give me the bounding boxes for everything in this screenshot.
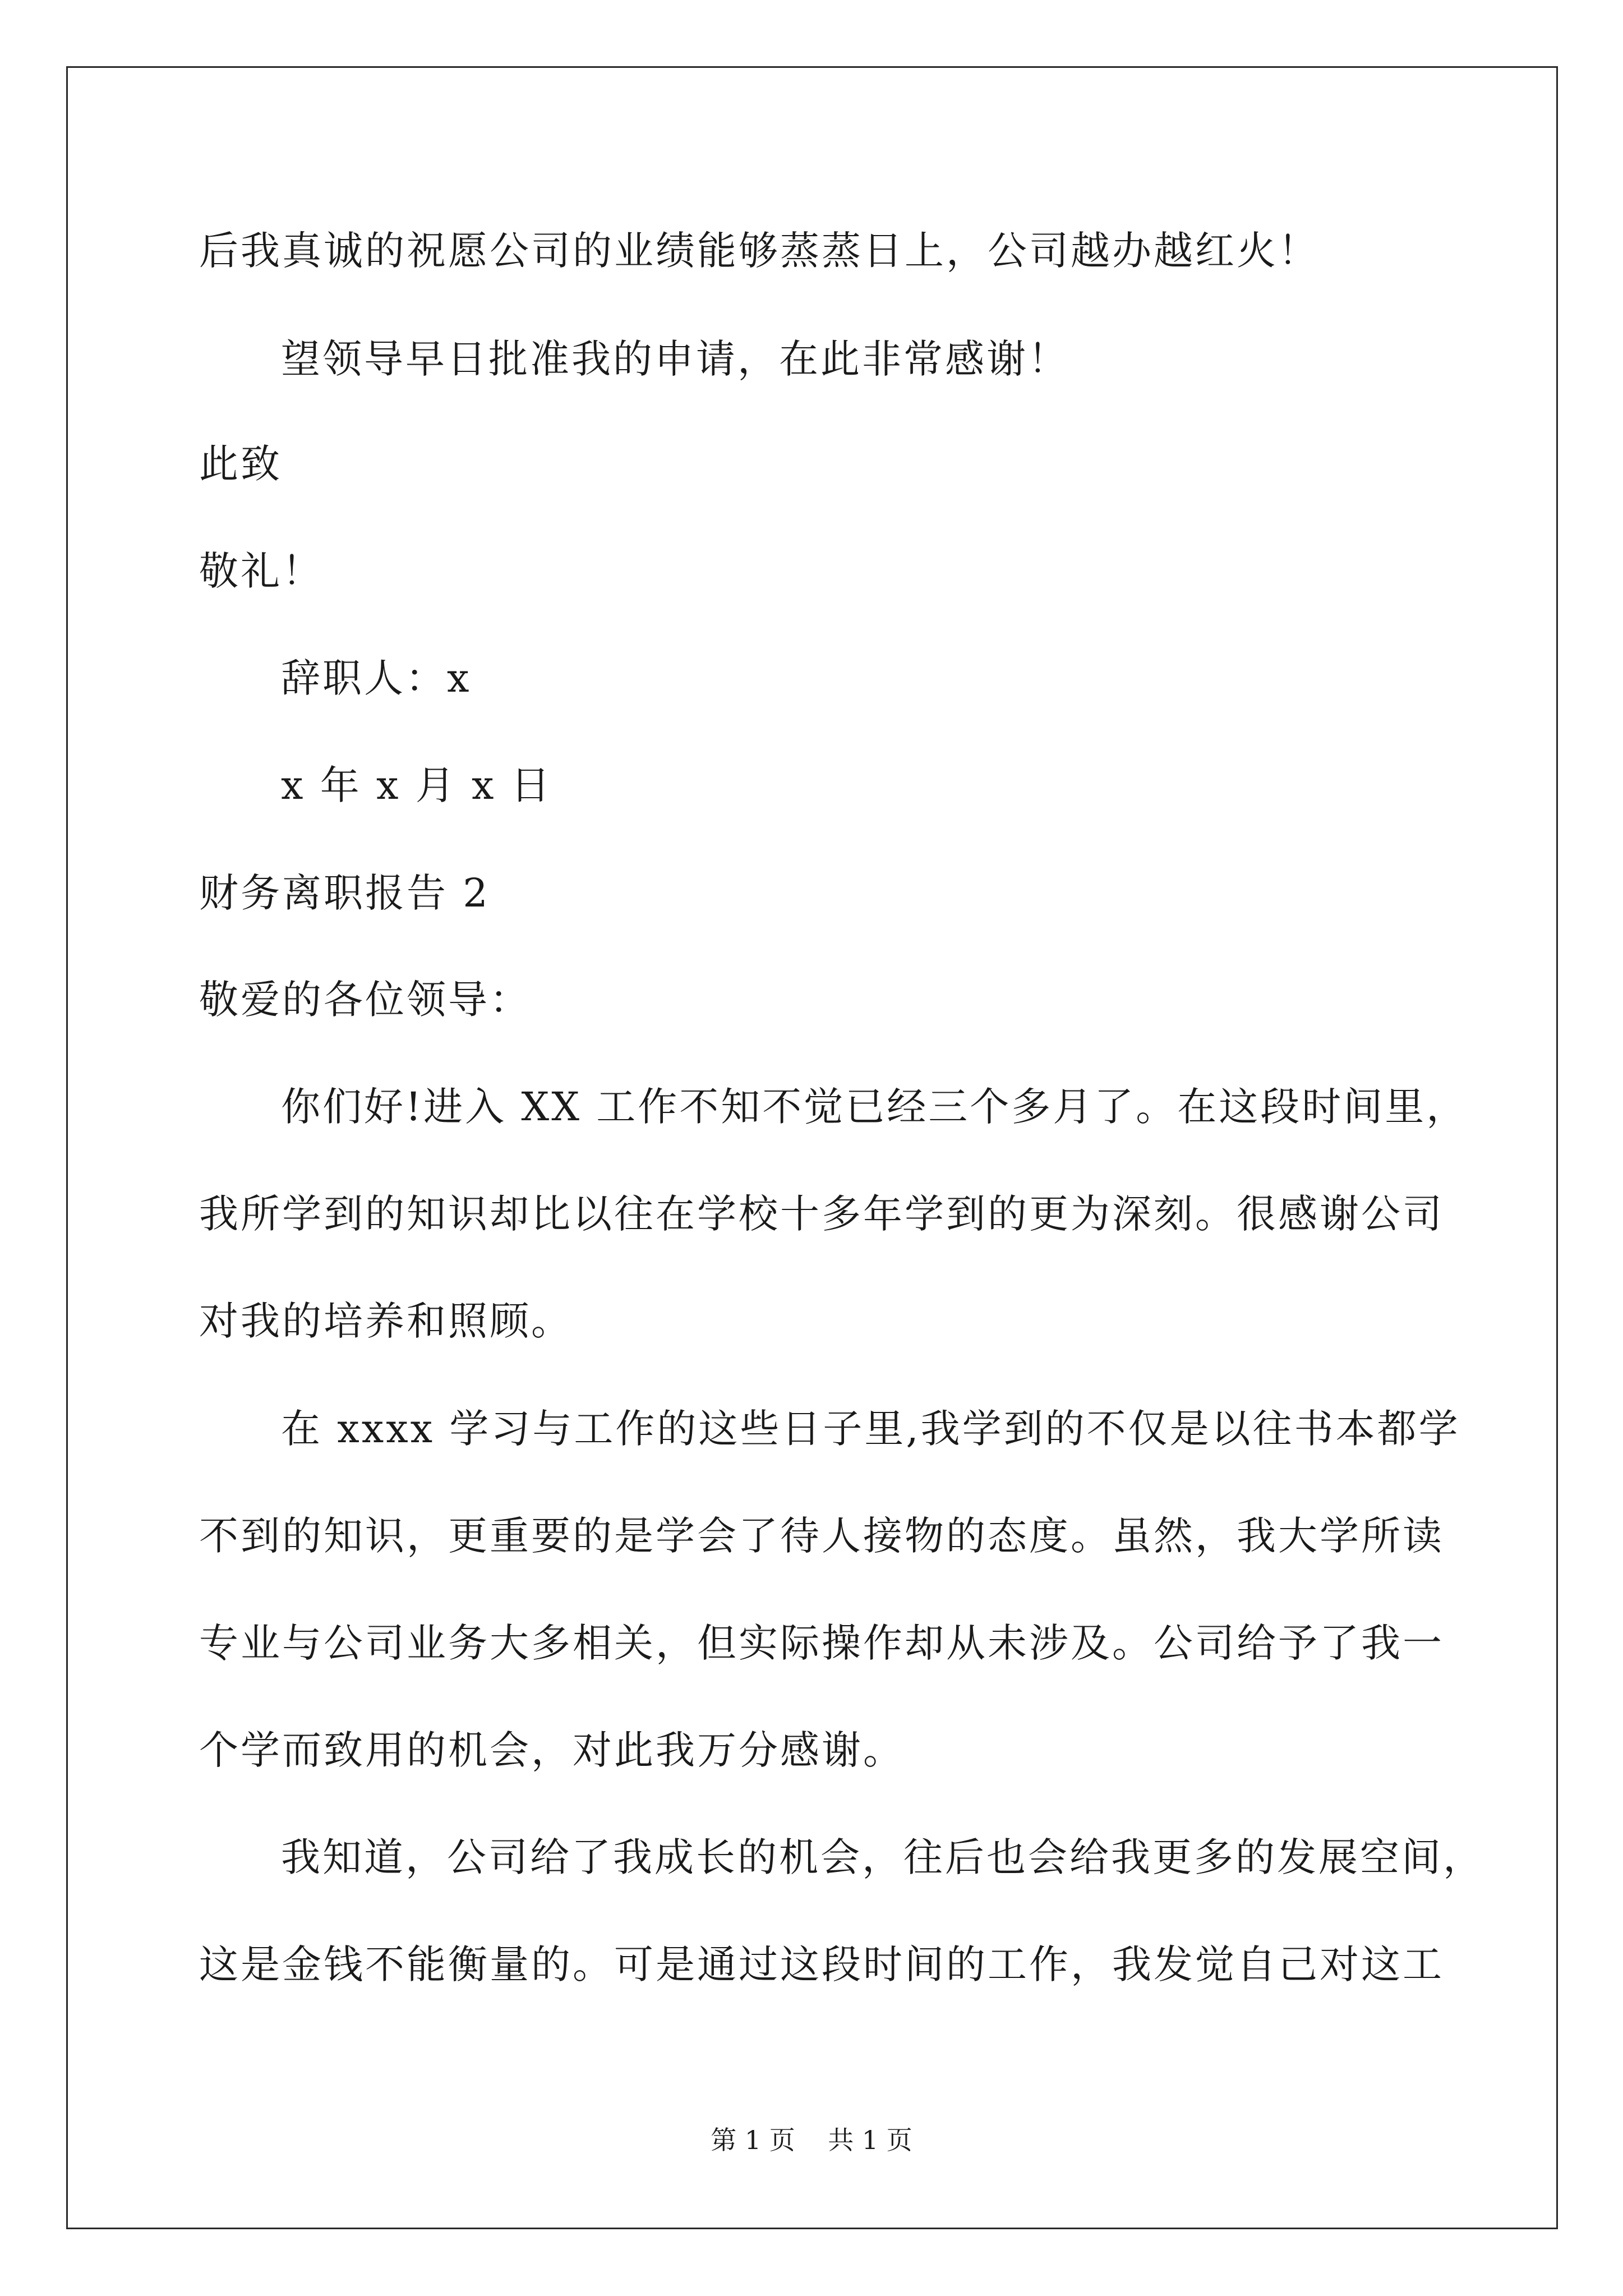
- page-number-footer: 第 1 页 共 1 页: [711, 2125, 912, 2155]
- text-line: 望领导早日批准我的申请，在此非常感谢！: [281, 336, 1069, 382]
- text-line: 个学而致用的机会，对此我万分感谢。: [199, 1727, 905, 1773]
- section-title: 财务离职报告 2: [199, 870, 490, 916]
- text-line: 专业与公司业务大多相关，但实际操作却从未涉及。公司给予了我一: [199, 1620, 1444, 1666]
- text-line: 不到的知识，更重要的是学会了待人接物的态度。虽然，我大学所读: [199, 1513, 1444, 1559]
- text-line: 在 xxxx 学习与工作的这些日子里,我学到的不仅是以往书本都学: [281, 1406, 1460, 1452]
- greeting: 敬爱的各位领导：: [199, 977, 531, 1023]
- text-line: 对我的培养和照顾。: [199, 1298, 573, 1344]
- signature-date: x 年 x 月 x 日: [281, 762, 552, 808]
- text-line: 这是金钱不能衡量的。可是通过这段时间的工作，我发觉自己对这工: [199, 1941, 1444, 1987]
- text-line: 你们好!进入 XX 工作不知不觉已经三个多月了。在这段时间里，: [281, 1084, 1468, 1130]
- text-line: 我知道，公司给了我成长的机会，往后也会给我更多的发展空间，: [281, 1834, 1484, 1880]
- text-line: 后我真诚的祝愿公司的业绩能够蒸蒸日上，公司越办越红火！: [199, 228, 1320, 274]
- salutation-regards: 敬礼！: [199, 548, 324, 594]
- page-border: [66, 66, 1558, 2229]
- text-line: 我所学到的知识却比以往在学校十多年学到的更为深刻。很感谢公司: [199, 1191, 1444, 1237]
- salutation-closing: 此致: [199, 441, 282, 487]
- signature-name: 辞职人：x: [281, 655, 472, 701]
